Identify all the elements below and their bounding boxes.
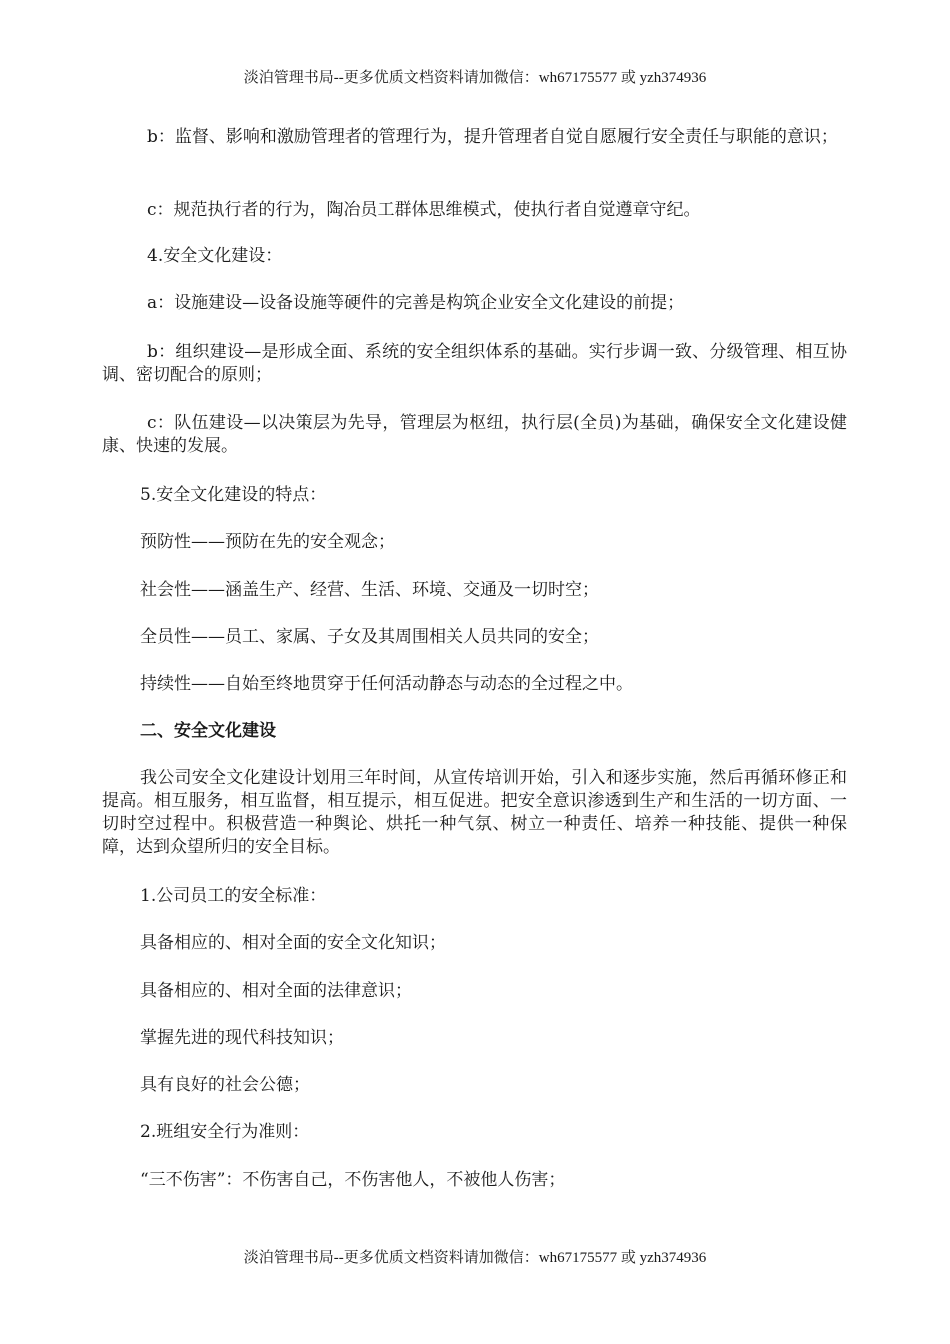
heading-1-staff-standard: 1.公司员工的安全标准： — [140, 886, 327, 906]
paragraph-plan: 我公司安全文化建设计划用三年时间，从宣传培训开始，引入和逐步实施，然后再循环修正和提高。相互服务，相互监督，相互提示，相互促进。把安全意识渗透到生产和生活的一切方面、一切时空过程中。积极营造一种舆论、烘托一种气氛、树立一种责任、培养一种技能、提供一种保障，达到众望所归的安全目标。 — [102, 768, 847, 857]
item-three-no-harm: “三不伤害”：不伤害自己，不伤害他人，不被他人伤害； — [140, 1170, 566, 1190]
heading-4-culture-building: 4.安全文化建设： — [147, 246, 283, 266]
paragraph-b-supervise: b：监督、影响和激励管理者的管理行为，提升管理者自觉自愿履行安全责任与职能的意识； — [147, 127, 838, 147]
heading-2-team-rules: 2.班组安全行为准则： — [140, 1122, 310, 1142]
item-culture-knowledge: 具备相应的、相对全面的安全文化知识； — [140, 933, 446, 953]
paragraph-c-regulate: c：规范执行者的行为，陶冶员工群体思维模式，使执行者自觉遵章守纪。 — [147, 200, 701, 220]
item-social-morality: 具有良好的社会公德； — [140, 1075, 310, 1095]
item-legal-awareness: 具备相应的、相对全面的法律意识； — [140, 981, 412, 1001]
item-all-staff: 全员性——员工、家属、子女及其周围相关人员共同的安全； — [140, 627, 599, 647]
item-preventive: 预防性——预防在先的安全观念； — [140, 532, 395, 552]
paragraph-c-team: c：队伍建设—以决策层为先导，管理层为枢纽，执行层(全员)为基础，确保安全文化建设健康、快速的发展。 — [102, 413, 847, 456]
item-continuous: 持续性——自始至终地贯穿于任何活动静态与动态的全过程之中。 — [140, 674, 633, 694]
item-tech-knowledge: 掌握先进的现代科技知识； — [140, 1028, 344, 1048]
paragraph-a-facility: a：设施建设—设备设施等硬件的完善是构筑企业安全文化建设的前提； — [147, 293, 685, 313]
page-header: 淡泊管理书局--更多优质文档资料请加微信：wh67175577 或 yzh374936 — [243, 70, 707, 86]
heading-5-characteristics: 5.安全文化建设的特点： — [140, 485, 327, 505]
paragraph-b-organization: b：组织建设—是形成全面、系统的安全组织体系的基础。实行步调一致、分级管理、相互协调、密切配合的原则； — [102, 342, 847, 385]
section-heading-2: 二、安全文化建设 — [140, 721, 276, 741]
page-footer: 淡泊管理书局--更多优质文档资料请加微信：wh67175577 或 yzh374936 — [243, 1250, 707, 1266]
item-social: 社会性——涵盖生产、经营、生活、环境、交通及一切时空； — [140, 580, 599, 600]
